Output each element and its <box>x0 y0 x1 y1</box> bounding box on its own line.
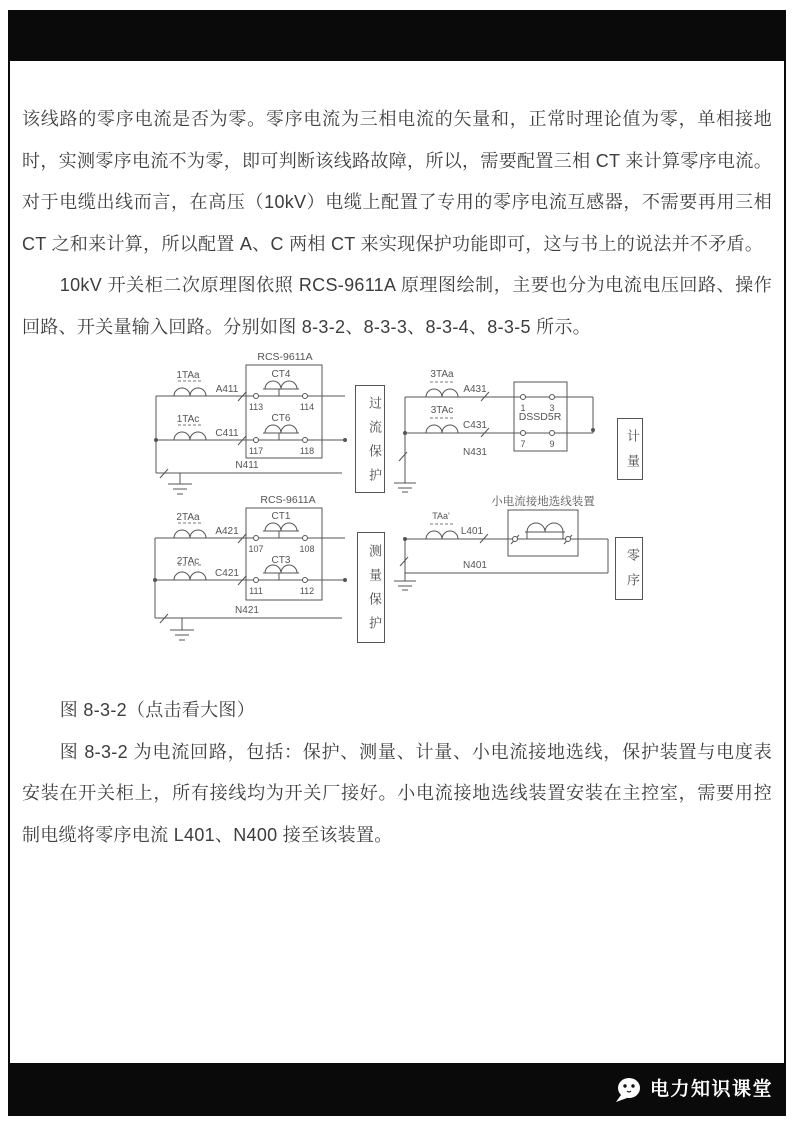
circuit-diagram <box>140 351 680 687</box>
wire-n411: N411 <box>235 460 259 471</box>
terminal-108: 108 <box>299 544 315 554</box>
terminal-112: 112 <box>299 586 315 596</box>
wire-n431: N431 <box>463 447 487 458</box>
measurement-circuit <box>153 494 347 640</box>
wire-a411: A411 <box>215 384 239 395</box>
ct-3a-label: 3TAa <box>430 369 454 380</box>
ct-1a-label: 1TAa <box>176 370 200 381</box>
selection-device-label: 小电流接地选线装置 <box>491 496 595 508</box>
body-paragraph-1: 该线路的零序电流是否为零。零序电流为三相电流的矢量和，正常时理论值为零，单相接地时，实测零序电流不为零，即可判断该线路故障，所以，需要配置三相 CT 来计算零序电流。对于电缆出线而言，在高压（10kV）电缆上配置了专用的零序电流互感器，不需要再用三相 CT 之和来计算，所以配置 A、C 两相 CT 来实现保护功能即可，这与书上的说法并不矛盾。 <box>22 109 772 254</box>
ct-2c-label: 2TAc <box>176 556 200 567</box>
ct4-label: CT4 <box>271 369 291 380</box>
brand-logo-icon <box>613 1076 643 1104</box>
wire-a431: A431 <box>463 384 487 395</box>
terminal-114: 114 <box>299 402 315 412</box>
wire-n421: N421 <box>235 605 259 616</box>
function-box-metering: 计量 <box>617 418 643 480</box>
relay2-label: RCS-9611A <box>260 494 316 506</box>
wire-c411: C411 <box>215 428 239 439</box>
meter-terminal-9: 9 <box>549 439 555 449</box>
relay1-label: RCS-9611A <box>257 351 313 363</box>
meter-terminal-1: 1 <box>520 403 526 413</box>
ct-1c-label: 1TAc <box>176 414 200 425</box>
body-paragraph-2: 10kV 开关柜二次原理图依照 RCS-9611A 原理图绘制，主要也分为电流电压回路、操作回路、开关量输入回路。分别如图 8-3-2、8-3-3、8-3-4、8-3-5 所示。 <box>22 275 772 337</box>
zero-sequence-circuit <box>394 494 608 590</box>
wire-l401: L401 <box>460 526 484 537</box>
function-box-measurement-protection: 测量保护 <box>357 532 385 643</box>
terminal-117: 117 <box>248 446 264 456</box>
meter-terminal-7: 7 <box>520 439 526 449</box>
protection-circuit <box>154 351 347 494</box>
terminal-107: 107 <box>248 544 264 554</box>
wire-a421: A421 <box>215 526 239 537</box>
ct-2a-label: 2TAa <box>176 512 200 523</box>
function-box-zero-sequence: 零序 <box>615 537 643 600</box>
circuit-figure[interactable] <box>22 348 772 690</box>
terminal-118: 118 <box>299 446 315 456</box>
terminal-113: 113 <box>248 402 264 412</box>
metering-circuit <box>394 369 595 492</box>
wire-c431: C431 <box>463 420 487 431</box>
function-box-overcurrent-protection: 过流保护 <box>355 385 385 493</box>
ct6-label: CT6 <box>271 413 291 424</box>
brand-name: 电力知识课堂 <box>650 1079 774 1100</box>
body-paragraph-3: 图 8-3-2 为电流回路，包括：保护、测量、计量、小电流接地选线，保护装置与电度表安装在开关柜上，所有接线均为开关厂接好。小电流接地选线装置安装在主控室，需要用控制电缆将零序电流 L401、N400 接至该装置。 <box>22 741 772 845</box>
ct1-label: CT1 <box>271 511 291 522</box>
meter-terminal-3: 3 <box>549 403 555 413</box>
ct3-label: CT3 <box>271 555 291 566</box>
ct-3c-label: 3TAc <box>430 405 454 416</box>
ct-0-label: TAa' <box>432 511 450 521</box>
wire-c421: C421 <box>215 568 239 579</box>
figure-caption[interactable]: 图 8-3-2（点击看大图） <box>59 700 256 720</box>
meter-label: DSSD5R <box>518 411 562 423</box>
footer-watermark <box>613 1075 773 1105</box>
wire-n401: N401 <box>463 560 487 571</box>
terminal-111: 111 <box>249 586 263 596</box>
